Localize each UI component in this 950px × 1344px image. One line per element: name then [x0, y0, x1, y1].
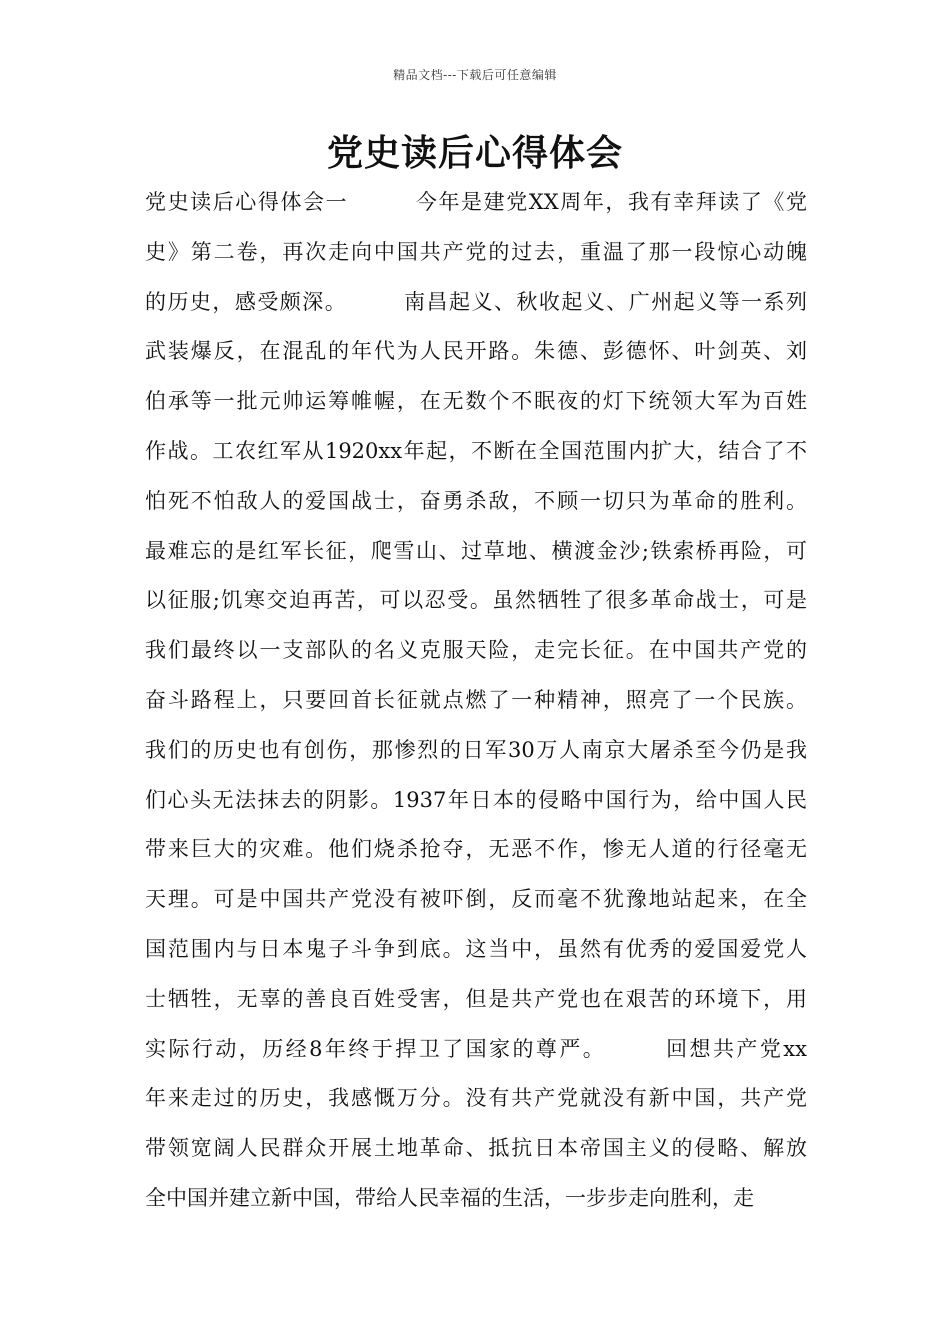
body-text — [145, 178, 807, 1224]
text-line: 奋斗路程上，只要回首长征就点燃了一种精神，照亮了一个民族。 — [145, 687, 807, 712]
text-line: 天理。可是中国共产党没有被吓倒，反而毫不犹豫地站起来，在全 — [145, 887, 807, 912]
text-line: 国范围内与日本鬼子斗争到底。这当中，虽然有优秀的爱国爱党人 — [145, 936, 807, 961]
text-line: 全中国并建立新中国，带给人民幸福的生活，一步步走向胜利，走 — [145, 1185, 754, 1210]
text-line: 士牺牲，无辜的善良百姓受害，但是共产党也在艰苦的环境下，用 — [145, 986, 807, 1011]
text-line: 们心头无法抹去的阴影。1937年日本的侵略中国行为，给中国人民 — [145, 787, 807, 812]
text-line: 伯承等一批元帅运筹帷幄，在无数个不眠夜的灯下统领大军为百姓 — [145, 389, 807, 414]
text-line: 史》第二卷，再次走向中国共产党的过去，重温了那一段惊心动魄 — [145, 239, 807, 264]
document-title: 党史读后心得体会 — [326, 132, 623, 174]
text-line: 以征服;饥寒交迫再苦，可以忍受。虽然牺牲了很多革命战士，可是 — [145, 588, 807, 613]
text-line: 作战。工农红军从1920xx年起，不断在全国范围内扩大，结合了不 — [145, 438, 807, 463]
text-line: 我们最终以一支部队的名义克服天险，走完长征。在中国共产党的 — [145, 638, 807, 663]
text-line: 的历史，感受颇深。 南昌起义、秋收起义、广州起义等一系列 — [145, 289, 807, 314]
text-line: 党史读后心得体会一 今年是建党XX周年，我有幸拜读了《党 — [145, 190, 807, 214]
header-note: 精品文档---下载后可任意编辑 — [393, 68, 557, 82]
text-line: 年来走过的历史，我感慨万分。没有共产党就没有新中国，共产党 — [145, 1086, 807, 1111]
text-line: 我们的历史也有创伤，那惨烈的日军30万人南京大屠杀至今仍是我 — [145, 737, 807, 762]
text-line: 武装爆反，在混乱的年代为人民开路。朱德、彭德怀、叶剑英、刘 — [145, 339, 807, 364]
text-line: 带领宽阔人民群众开展土地革命、抵抗日本帝国主义的侵略、解放 — [145, 1136, 807, 1161]
text-line: 带来巨大的灾难。他们烧杀抢夺，无恶不作，惨无人道的行径毫无 — [145, 837, 807, 862]
text-line: 最难忘的是红军长征，爬雪山、过草地、横渡金沙;铁索桥再险，可 — [145, 538, 807, 563]
text-line: 实际行动，历经8年终于捍卫了国家的尊严。 回想共产党xx — [145, 1036, 807, 1061]
text-line: 怕死不怕敌人的爱国战士，奋勇杀敌，不顾一切只为革命的胜利。 — [145, 488, 807, 513]
